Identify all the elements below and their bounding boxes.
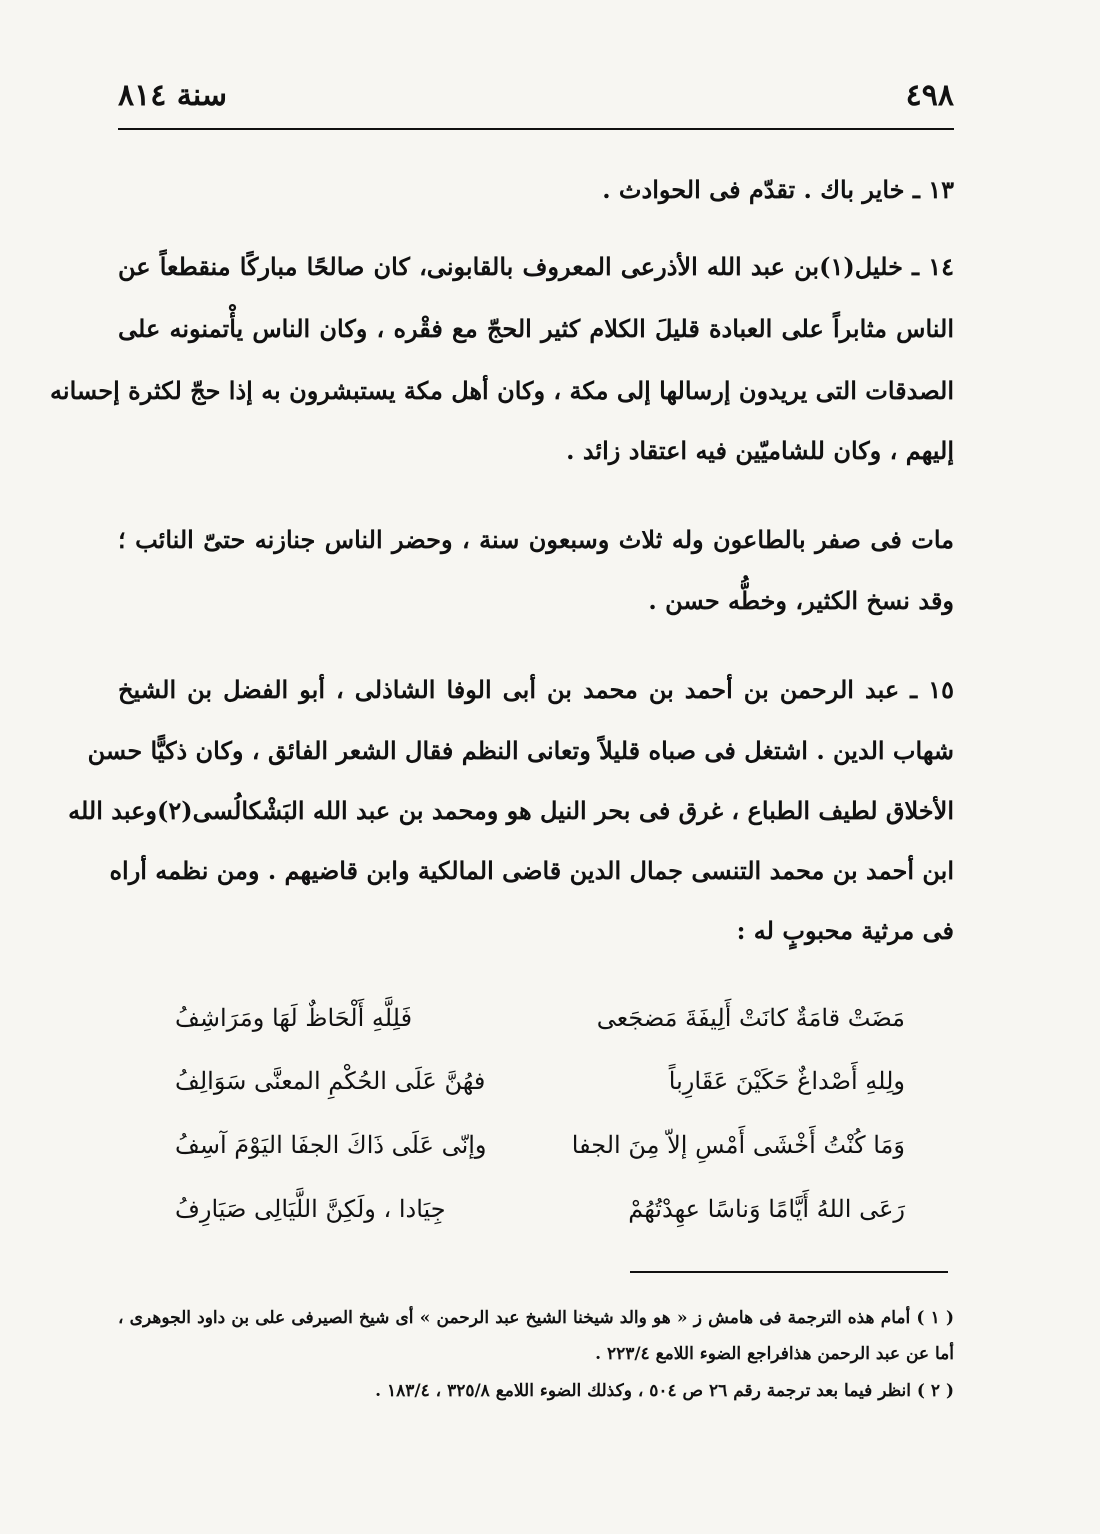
poem-verse [175,1189,905,1229]
entry-15-line-4: ابن أحمد بن محمد التنسى جمال الدين قاضى المالكية وابن قاضيهم . ومن نظمه أراه [109,856,954,885]
poem-verse [175,1061,905,1101]
verse-first-hemistich: مَضَتْ قامَةٌ كانَتْ أَلِيفَةَ مَضجَعى [596,1004,905,1032]
footnote-1-line-2: أما عن عبد الرحمن هذافراجع الضوء اللامع ٢٢٣/٤ . [595,1344,954,1364]
verse-first-hemistich: ولِلهِ أَصْداغٌ حَكَيْنَ عَقَارِباً [668,1067,905,1095]
verse-first-hemistich: وَمَا كُنْتُ أَخْشَى أَمْسِ إلاّ مِنَ الجفا [571,1131,905,1159]
entry-14-line-1: ١٤ ـ خليل(١)بن عبد الله الأذرعى المعروف بالقابونى، كان صالحًا مباركًا منقطعاً عن [118,252,955,281]
poem-verse [175,1125,905,1165]
entry-15-line-5: فى مرثية محبوبٍ له : [736,916,954,945]
verse-second-hemistich: فَلِلَّهِ أَلْحَاظٌ لَهَا ومَرَاشِفُ [175,1004,413,1032]
poem-verse [175,998,905,1038]
header-rule [118,128,954,130]
page-number: ٤٩٨ [905,78,954,113]
verse-first-hemistich: رَعَى اللهُ أَيَّامًا وَناسًا عهِدْتُهُمْ [628,1195,905,1223]
entry-14-death-line-1: مات فى صفر بالطاعون وله ثلاث وسبعون سنة ، وحضر الناس جنازنه حتىّ النائب ؛ [118,525,954,554]
footnote-1-line-1: ( ١ ) أمام هذه الترجمة فى هامش ز « هو والد شيخنا الشيخ عبد الرحمن » أى شيخ الصيرفى على بن داود الجوهرى ، [118,1308,954,1328]
verse-second-hemistich: جِيَادا ، ولَكِنَّ اللَّيَالِى صَيَارِفُ [175,1195,446,1223]
entry-14-line-2: الناس مثابراً على العبادة قليلَ الكلام كثير الحجّ مع فقْره ، وكان الناس يأْتمنونه على [118,314,954,343]
entry-15-line-1: ١٥ ـ عبد الرحمن بن أحمد بن محمد بن أبى الوفا الشاذلى ، أبو الفضل بن الشيخ [118,675,954,704]
entry-14-line-3: الصدقات التى يريدون إرسالها إلى مكة ، وكان أهل مكة يستبشرون به إذا حجّ لكثرة إحسانه [50,376,954,405]
footnote-rule [630,1271,948,1273]
verse-second-hemistich: فهُنَّ عَلَى الحُكْمِ المعنَّى سَوَالِفُ [175,1067,486,1095]
entry-14-death-line-2: وقد نسخ الكثير، وخطُّه حسن . [648,586,954,615]
entry-15-line-3: الأخلاق لطيف الطباع ، غرق فى بحر النيل هو ومحمد بن عبد الله البَشْكالُسى(٢)وعبد الله [68,796,954,825]
page-header [118,78,954,118]
footnote-2: ( ٢ ) انظر فيما بعد ترجمة رقم ٢٦ ص ٥٠٤ ، وكذلك الضوء اللامع ٣٢٥/٨ ، ١٨٣/٤ . [375,1381,954,1401]
entry-15-line-2: شهاب الدين . اشتغل فى صباه قليلاً وتعانى النظم فقال الشعر الفائق ، وكان ذكيًّا حسن [87,736,954,765]
entry-13-line: ١٣ ـ خاير باك . تقدّم فى الحوادث . [602,175,954,204]
verse-second-hemistich: وإنّى عَلَى ذَاكَ الجفَا اليَوْمَ آسِفُ [175,1131,487,1159]
entry-14-line-4: إليهم ، وكان للشاميّين فيه اعتقاد زائد . [566,436,954,465]
running-head-year: سنة ٨١٤ [118,78,228,113]
